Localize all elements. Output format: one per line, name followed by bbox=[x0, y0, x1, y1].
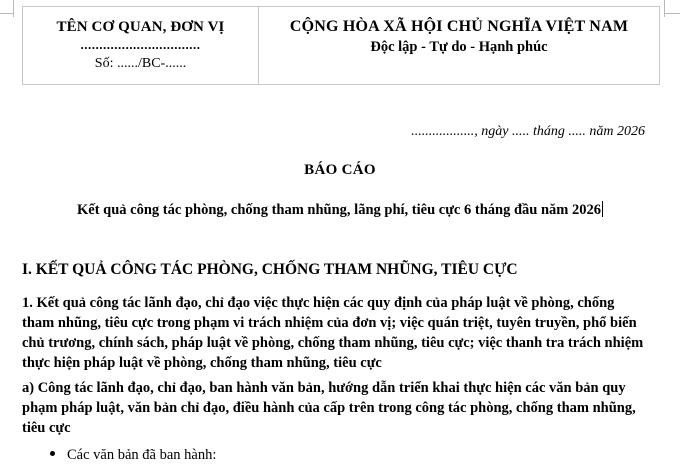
section-heading[interactable]: I. KẾT QUẢ CÔNG TÁC PHÒNG, CHỐNG THAM NHŨNG, TIÊU CỰC bbox=[22, 261, 518, 278]
report-subtitle[interactable] bbox=[0, 201, 680, 219]
text-cursor bbox=[602, 201, 603, 217]
org-name[interactable]: TÊN CƠ QUAN, ĐƠN VỊ bbox=[56, 19, 225, 35]
page-corner-mark bbox=[665, 13, 680, 14]
org-name-underline[interactable]: ................................ bbox=[80, 37, 201, 52]
header-left-cell[interactable] bbox=[23, 7, 259, 85]
report-title[interactable]: BÁO CÁO bbox=[304, 162, 376, 178]
paragraph-item-1[interactable]: 1. Kết quả công tác lãnh đạo, chỉ đạo việc thực hiện các quy định của pháp luật về phòng, chống tham nhũng, tiêu cực trong phạm vi trách nhiệm của đơn vị; việc quán triệt, tuyên truyền, phổ biến chủ trương, chính sách, pháp luật về phòng, chống tham nhũng, tiêu cực; việc thanh tra trách nhiệm thực hiện pháp luật về phòng, chống tham nhũng, tiêu cực bbox=[22, 295, 644, 371]
bullet-list-item[interactable] bbox=[50, 447, 216, 464]
header-right-cell[interactable] bbox=[259, 7, 660, 85]
header-table bbox=[22, 6, 660, 85]
page-corner-mark bbox=[664, 0, 665, 17]
paragraph-item-a[interactable]: a) Công tác lãnh đạo, chỉ đạo, ban hành văn bản, hướng dẫn triển khai thực hiện các văn bản quy phạm pháp luật, văn bản chỉ đạo, điều hành của cấp trên trong công tác phòng, chống tham nhũng, tiêu cực bbox=[22, 380, 636, 436]
national-title[interactable]: CỘNG HÒA XÃ HỘI CHỦ NGHĨA VIỆT NAM bbox=[289, 18, 629, 35]
report-subtitle-text[interactable]: Kết quả công tác phòng, chống tham nhũng, lãng phí, tiêu cực 6 tháng đầu năm 2026 bbox=[77, 202, 601, 218]
date-line[interactable]: .................., ngày ..... tháng ..... năm 2026 bbox=[411, 124, 645, 139]
page-corner-mark bbox=[13, 0, 14, 17]
page-corner-mark bbox=[0, 13, 13, 14]
document-number[interactable]: Số: ....../BC-...... bbox=[94, 56, 187, 71]
bullet-icon bbox=[50, 451, 55, 456]
bullet-text[interactable]: Các văn bản đã ban hành: bbox=[67, 447, 217, 463]
national-motto[interactable]: Độc lập - Tự do - Hạnh phúc bbox=[370, 39, 548, 55]
